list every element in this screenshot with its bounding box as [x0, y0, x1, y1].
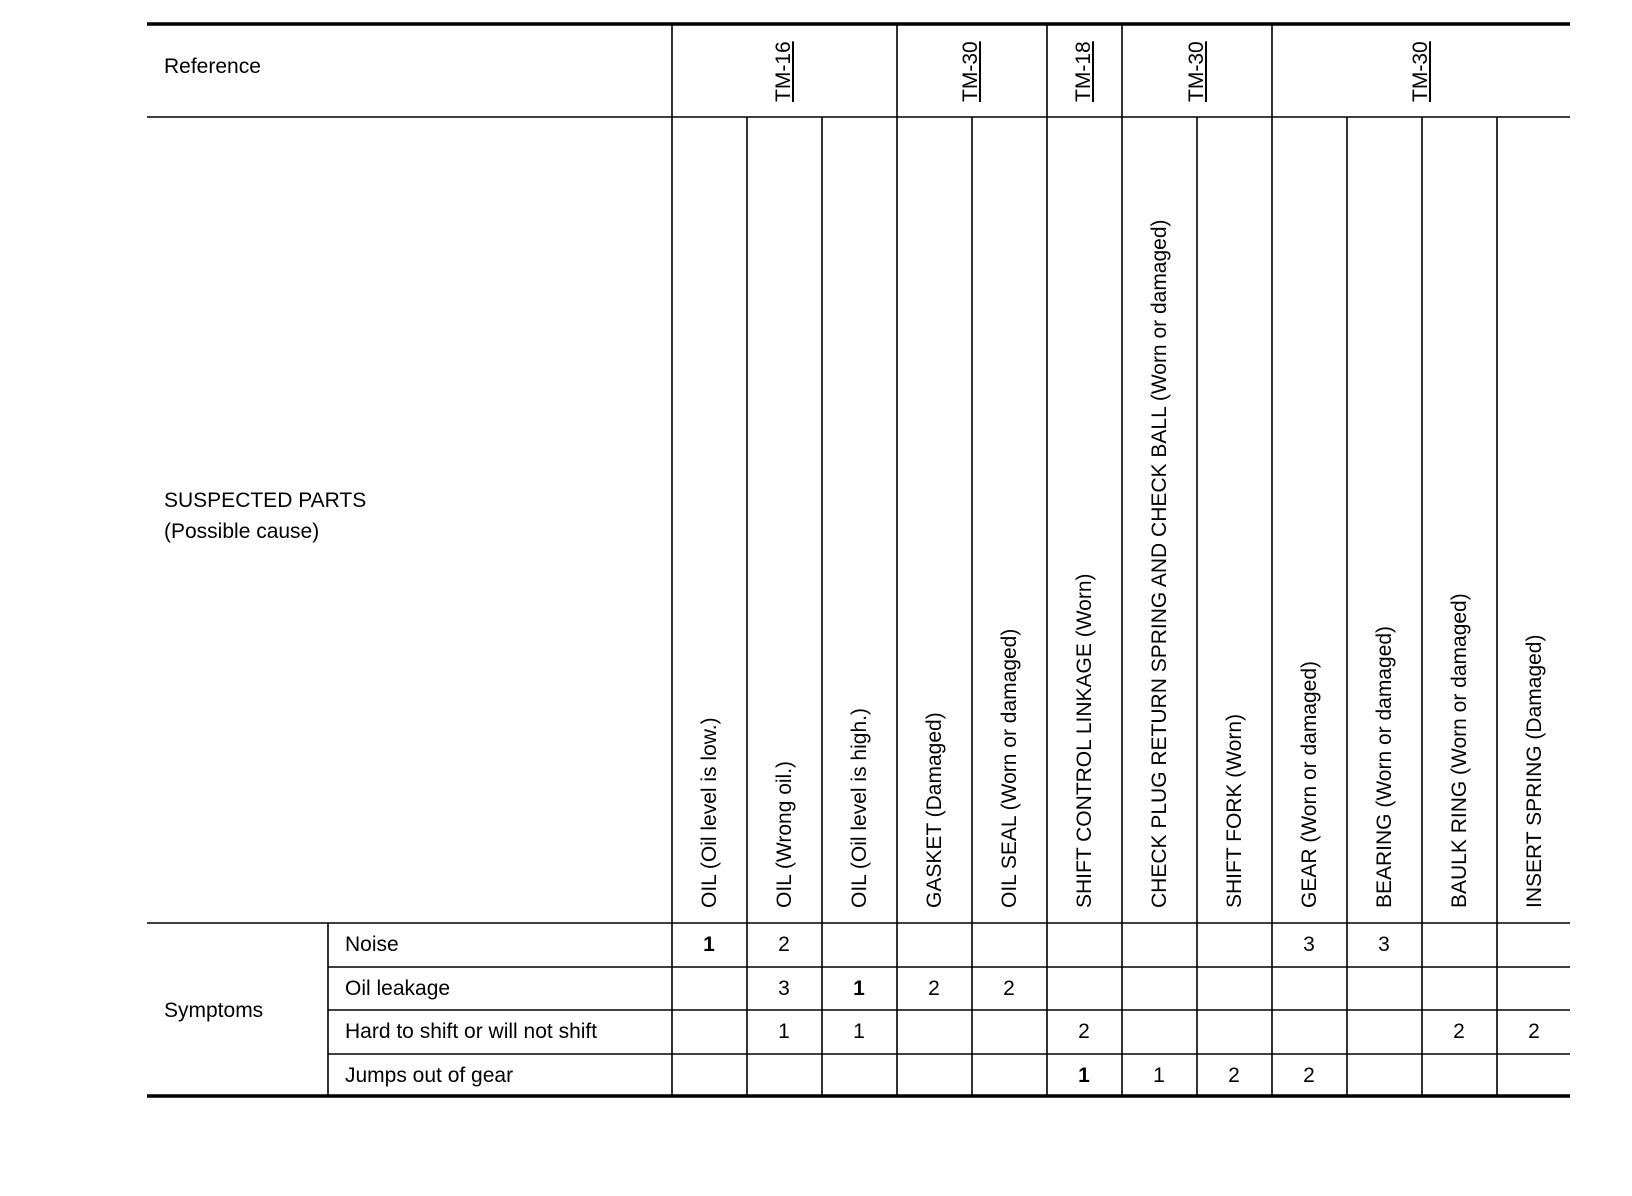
priority-cell: 2 [778, 933, 790, 956]
symptoms-label: Symptoms [164, 999, 264, 1022]
reference-link-tm30-gear[interactable]: TM-30 [1409, 41, 1432, 102]
part-oil-high: OIL (Oil level is high.) [848, 708, 871, 908]
part-shift-control-linkage: SHIFT CONTROL LINKAGE (Worn) [1073, 573, 1096, 908]
reference-link-tm30-fork[interactable]: TM-30 [1185, 41, 1208, 102]
part-oil-low: OIL (Oil level is low.) [698, 717, 721, 908]
symptom-noise: Noise [345, 933, 399, 956]
symptom-oil-leakage: Oil leakage [345, 977, 451, 1000]
part-oil-seal: OIL SEAL (Worn or damaged) [998, 628, 1021, 908]
priority-cell: 3 [778, 977, 790, 1000]
part-insert-spring: INSERT SPRING (Damaged) [1523, 634, 1546, 908]
part-shift-fork: SHIFT FORK (Worn) [1223, 713, 1246, 908]
priority-cell: 1 [1153, 1064, 1165, 1087]
priority-cell: 2 [1003, 977, 1015, 1000]
priority-cell: 2 [1453, 1020, 1465, 1043]
reference-label: Reference [164, 55, 261, 78]
part-baulk-ring: BAULK RING (Worn or damaged) [1448, 593, 1471, 908]
part-bearing: BEARING (Worn or damaged) [1373, 625, 1396, 908]
priority-cell: 2 [1303, 1064, 1315, 1087]
priority-cell: 2 [1078, 1020, 1090, 1043]
priority-cell: 2 [1228, 1064, 1240, 1087]
reference-link-tm16[interactable]: TM-16 [772, 41, 795, 102]
priority-cell: 1 [778, 1020, 790, 1043]
priority-cell: 3 [1303, 933, 1315, 956]
part-oil-wrong: OIL (Wrong oil.) [773, 760, 796, 908]
priority-cell: 1 [703, 933, 715, 956]
symptom-jumps-out-of-gear: Jumps out of gear [345, 1064, 514, 1087]
priority-cell: 2 [1528, 1020, 1540, 1043]
part-gear: GEAR (Worn or damaged) [1298, 660, 1321, 908]
reference-link-tm18[interactable]: TM-18 [1072, 41, 1095, 102]
priority-cell: 3 [1378, 933, 1390, 956]
priority-cell: 1 [1078, 1064, 1090, 1087]
possible-cause-label: (Possible cause) [164, 520, 320, 543]
reference-link-tm30-seal[interactable]: TM-30 [959, 41, 982, 102]
priority-cell: 1 [853, 977, 865, 1000]
suspected-parts-label: SUSPECTED PARTS [164, 489, 367, 512]
priority-cell: 1 [853, 1020, 865, 1043]
part-gasket: GASKET (Damaged) [923, 712, 946, 908]
priority-cell: 2 [928, 977, 940, 1000]
part-check-plug: CHECK PLUG RETURN SPRING AND CHECK BALL (Worn or damaged) [1148, 219, 1171, 908]
symptom-hard-to-shift: Hard to shift or will not shift [345, 1020, 598, 1043]
